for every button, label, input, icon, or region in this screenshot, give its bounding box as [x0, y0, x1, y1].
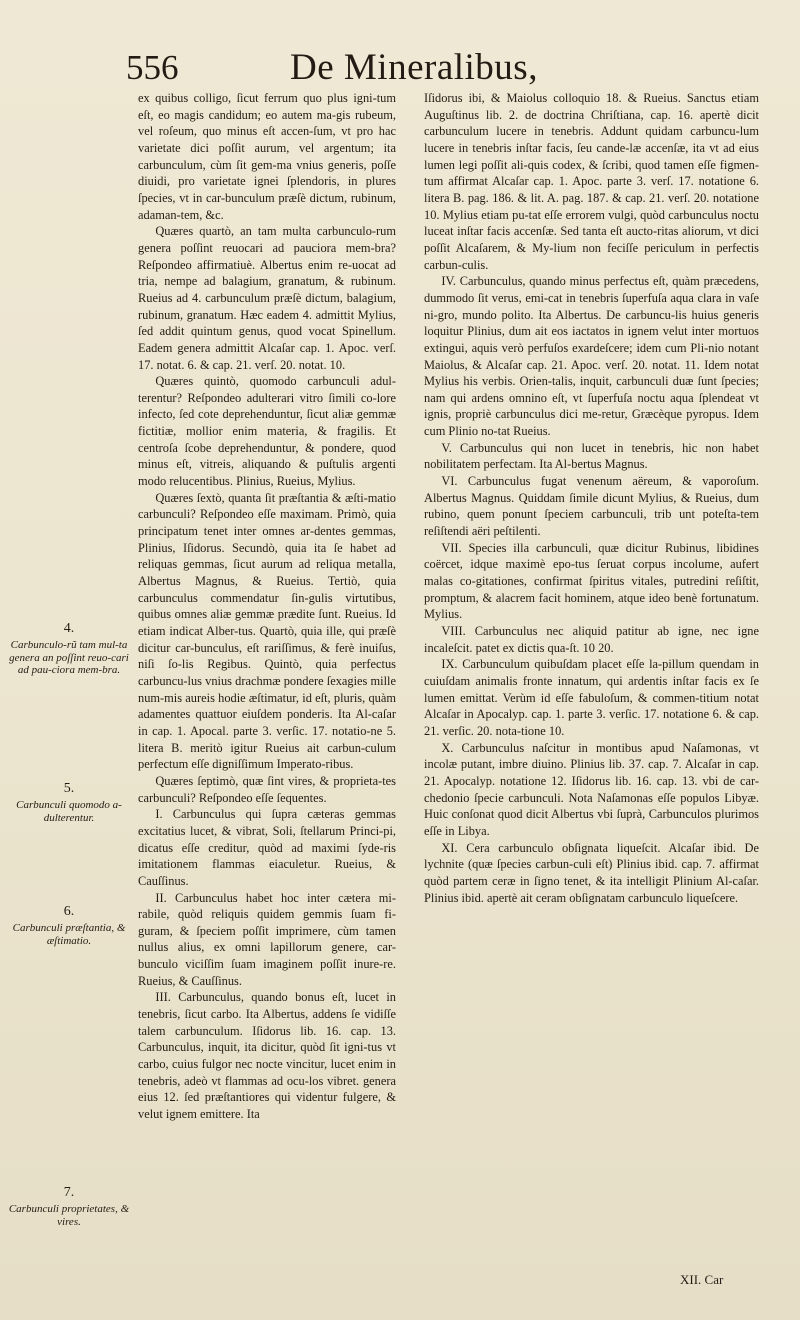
margin-note-number: 7.: [63, 1185, 75, 1200]
paragraph: VI. Carbunculus fugat venenum aëreum, & vaporoſum. Albertus Magnus. Quiddam ſimile dicunt Mylius, & Rueius, dum rubino, quem ponunt ſpeciem carbunculi, trib unt poteſta-tem reſiſtendi aëri peſtilenti.: [424, 474, 759, 539]
margin-note-text: Carbunculo-rũ tam mul-ta genera an poſſint reuo-cari ad pau-ciora mem-bra.: [9, 639, 129, 676]
left-text-column: [138, 90, 396, 1123]
margin-note-text: Carbunculi præſtantia, & æſtimatio.: [12, 922, 126, 947]
paragraph: I. Carbunculus qui ſupra cæteras gemmas excitatius lucet, & vibrat, Soli, ſtellarum Princi-pi, dicatus eſſe creditur, quòd ad maximi ſyde-ris imitationem flammas eiaculetur. Rueius, & Cauſſinus.: [138, 807, 396, 888]
paragraph: VIII. Carbunculus nec aliquid patitur ab igne, nec igne incaleſcit. patet ex dictis qua-ſt. 10 20.: [424, 624, 759, 655]
right-text-column: [424, 90, 759, 906]
page-number: 556: [126, 48, 179, 87]
page-header: [120, 46, 760, 94]
margin-note-6: [8, 904, 130, 947]
paragraph: Quæres quintò, quomodo carbunculi adul-terentur? Reſpondeo adulterari vitro ſimili co-lore infecto, ſed cote deprehenduntur, ſicut aliæ gemmæ fictitiæ, mollior enim materia, & fragilis. Et centroſa ſcobe deprehenduntur, & pondere, quod minus eſt, vitreis, aliquando & puſtulis argenti modo relucentibus. Plinius, Rueius, Mylius.: [138, 374, 396, 489]
margin-note-number: 6.: [63, 904, 75, 919]
paragraph: Quæres quartò, an tam multa carbunculo-rum genera poſſint reuocari ad pauciora mem-bra? Reſpondeo affirmatiuè. Albertus enim re-uocat ad tria, nempe ad balagium, granatum, & rubinum. Rueius ad 4. carbunculum præſè dictum, balagium, rubinum, granatum. Hæc eadem 4. admittit Mylius, ſed addit quintum genus, quod vocat Spinellum. Eadem genera admittit Alcaſar cap. 1. Apoc. verſ. 17. notat. 6. & cap. 21. verſ. 20. notat. 10.: [138, 224, 396, 372]
paragraph: ex quibus colligo, ſicut ferrum quo plus igni-tum eſt, eo magis candidum; eo autem ma-gis rubeum, vel roſeum, quo minus eſt accen-ſum, vt pro hac varietate dici poſſit aurum, vel argentum; ita carbunculum, cùm ſit gem-ma vnius generis, poſſe diuidi, pro varietate ignei ſplendoris, in plures ſpecies, vt in car-bunculum præſè dictum, rubinum, adaman-tem, &c.: [138, 91, 396, 222]
running-title: De Mineralibus,: [290, 47, 538, 88]
paragraph: XI. Cera carbunculo obſignata liqueſcit. Alcaſar ibid. De lychnite (quæ ſpecies carbun-culi eſt) Plinius ibid. cap. 7. affirmat quòd partem ceræ in ſigno tenet, & ita intelligit Plinium Al-caſar. Plinius ibid. apertè ait ceram obſignatam carbunculo liqueſcere.: [424, 840, 759, 905]
paragraph: II. Carbunculus habet hoc inter cætera mi-rabile, quòd reliquis quidem gemmis ſuam fi-guram, & ſpeciem poſſit imprimere, cùm tamen nullus alius, ex omni lapillorum genere, car-bunculo viciſſim ſuam imaginem poſſit inure-re. Rueius, & Cauſſinus.: [138, 890, 396, 988]
paragraph: X. Carbunculus naſcitur in montibus apud Naſamonas, vt incolæ putant, imbre diuino. Plinius lib. 37. cap. 7. Alcaſar in cap. 21. Apocalyp. notatione 12. Iſidorus lib. 16. cap. 13. vbi de car-chedonio ſpecie carbunculi. Nota Naſamonas eſſe populos Libyæ. Huic conſonat quod dicit Albertus vbi ſuprà, Carbunculos plurimos eſſe in Libya.: [424, 740, 759, 838]
paragraph: IX. Carbunculum quibuſdam placet eſſe la-pillum quendam in cuiuſdam animalis fronte innatum, qui ardentis inſtar facis ex ſe lumen emittat. Verùm id eſſe fabuloſum, & commen-titium notat Alcaſar in Apocalyp. cap. 1. parte 3. verſic. 17. notatione 6. & cap. 21. verſic. 20. nota-tione 10.: [424, 657, 759, 738]
paragraph: Quæres ſeptimò, quæ ſint vires, & proprieta-tes carbunculi? Reſpondeo eſſe ſequentes.: [138, 773, 396, 805]
margin-note-4: [8, 621, 130, 677]
paragraph: VII. Species illa carbunculi, quæ dicitur Rubinus, libidines coërcet, idque maximè epo-tus ſeruat corpus incolume, aufert malas co-gitationes, confirmat ſpiritus vitales, putredini reſiſtit, promptum, & alacrem facit hominem, atque ideo benè fortunatum. Mylius.: [424, 540, 759, 622]
paragraph: Quæres ſextò, quanta ſit præſtantia & æſti-matio carbunculi? Reſpondeo eſſe maximam. Primò, quia principatum tenet inter omnes ar-dentes gemmas, Plinius, Iſidorus. Secundò, quia ita ſe habet ad reliquas gemmas, ſicut aurum ad reliqua metalla, Albertus Magnus, & Rueius. Tertiò, quia carbunculus commendatur ſin-gulis virtutibus, quibus omnes aliæ gemmæ prædite ſunt. Rueius. Id etiam indicat Alber-tus. Quartò, quia ille, qui præſè dicitur car-bunculus, eſt rariſſimus, & ferè inuiſus, niſi ſo-lis Regibus. Quintò, quia perfectus carbuncu-lus vnius drachmæ pondere ſexagies mille num-mis aureis hodie æſtimatur, id eſt, pluris, quàm adamentes quattuor eiuſdem ponderis. Ita Al-caſar in cap. 1. Apocal. parte 3. verſic. 17. notatio-ne 5. litera B. meritò igitur Rueius ait carbun-culum perfectum eſſe digniſſimum Imperato-ribus.: [138, 490, 396, 772]
paragraph: III. Carbunculus, quando bonus eſt, lucet in tenebris, ſicut carbo. Ita Albertus, addens ſe vidiſſe talem carbunculum. Iſidorus lib. 16. cap. 13. Carbunculus, inquit, ita dicitur, quòd ſit igni-tus vt carbo, cuius fulgor nec nocte vincitur, lucet enim in tenebris, adeò vt flammas ad ocu-los vibret. genera eius 12. ſed præſtantiores qui videntur fulgere, & velut ignem emittere. Ita: [138, 990, 396, 1122]
margin-note-number: 4.: [63, 621, 75, 636]
paragraph: Iſidorus ibi, & Maiolus colloquio 18. & Rueius. Sanctus etiam Auguſtinus lib. 2. de doctrina Chriſtiana, cap. 16. apertè dicit carbunculum lucere in tenebris. Addunt quidam carbuncu-lum lucere in tenebris inſtar facis, ſeu cande-læ accenſæ, ita vt ad eius lumen legi poſſit ali-quis codex, & ſcribi, quod tamen eſſe figmen-tum affirmat Alcaſar cap. 1. Apoc. parte 3. verſ. 17. notatione 6. litera B. pag. 186. & lit. A. pag. 187. & cap. 21. verſ. 20. notatione 10. Mylius etiam pu-tat eſſe errorem vulgi, quòd carbunculus noctu luceat inſtar facis accenſæ. Sed tanta eſt aucto-ritas aliorum, vt dici poſſit Alcaſarem, & My-lium non feciſſe periculum in perfectis carbun-culis.: [424, 91, 759, 272]
paragraph: V. Carbunculus qui non lucet in tenebris, hic non habet nobilitatem perfectam. Ita Al-bertus Magnus.: [424, 440, 759, 472]
margin-note-7: [8, 1185, 130, 1228]
catchword: XII. Car: [680, 1272, 724, 1287]
margin-note-text: Carbunculi proprietates, & vires.: [8, 1203, 130, 1228]
paragraph: IV. Carbunculus, quando minus perfectus eſt, quàm præcedens, dummodo ſit verus, emi-cat in tenebris ſuperfuſa aqua clara in vaſe ni-gro, mundo polito. Ita Albertus. De carbuncu-lis huius generis loquitur Plinius, dum ait eos iactatos in ignem velut inter mortuos extingui, aquis verò perfuſos exardeſcere; idem cum Pli-nio notant Maiolus, & Alcaſar cap. 21. Apoc. verſ. 20. notat. 11. Idem notat Mylius his verbis. Orien-talis, inquit, carbunculi duæ ſunt ſpecies; nam qui ardens omnino eſt, vt ſuperfuſa noctu aqua ſplendeat vt ignis, propriè carbunculus dici me-retur, Græcèque pyropus. Idem cum Plinio no-tat Rueius.: [424, 274, 759, 439]
margin-note-number: 5.: [63, 781, 75, 796]
margin-note-5: [8, 781, 130, 824]
margin-note-text: Carbunculi quomodo a-dulterentur.: [16, 799, 122, 824]
